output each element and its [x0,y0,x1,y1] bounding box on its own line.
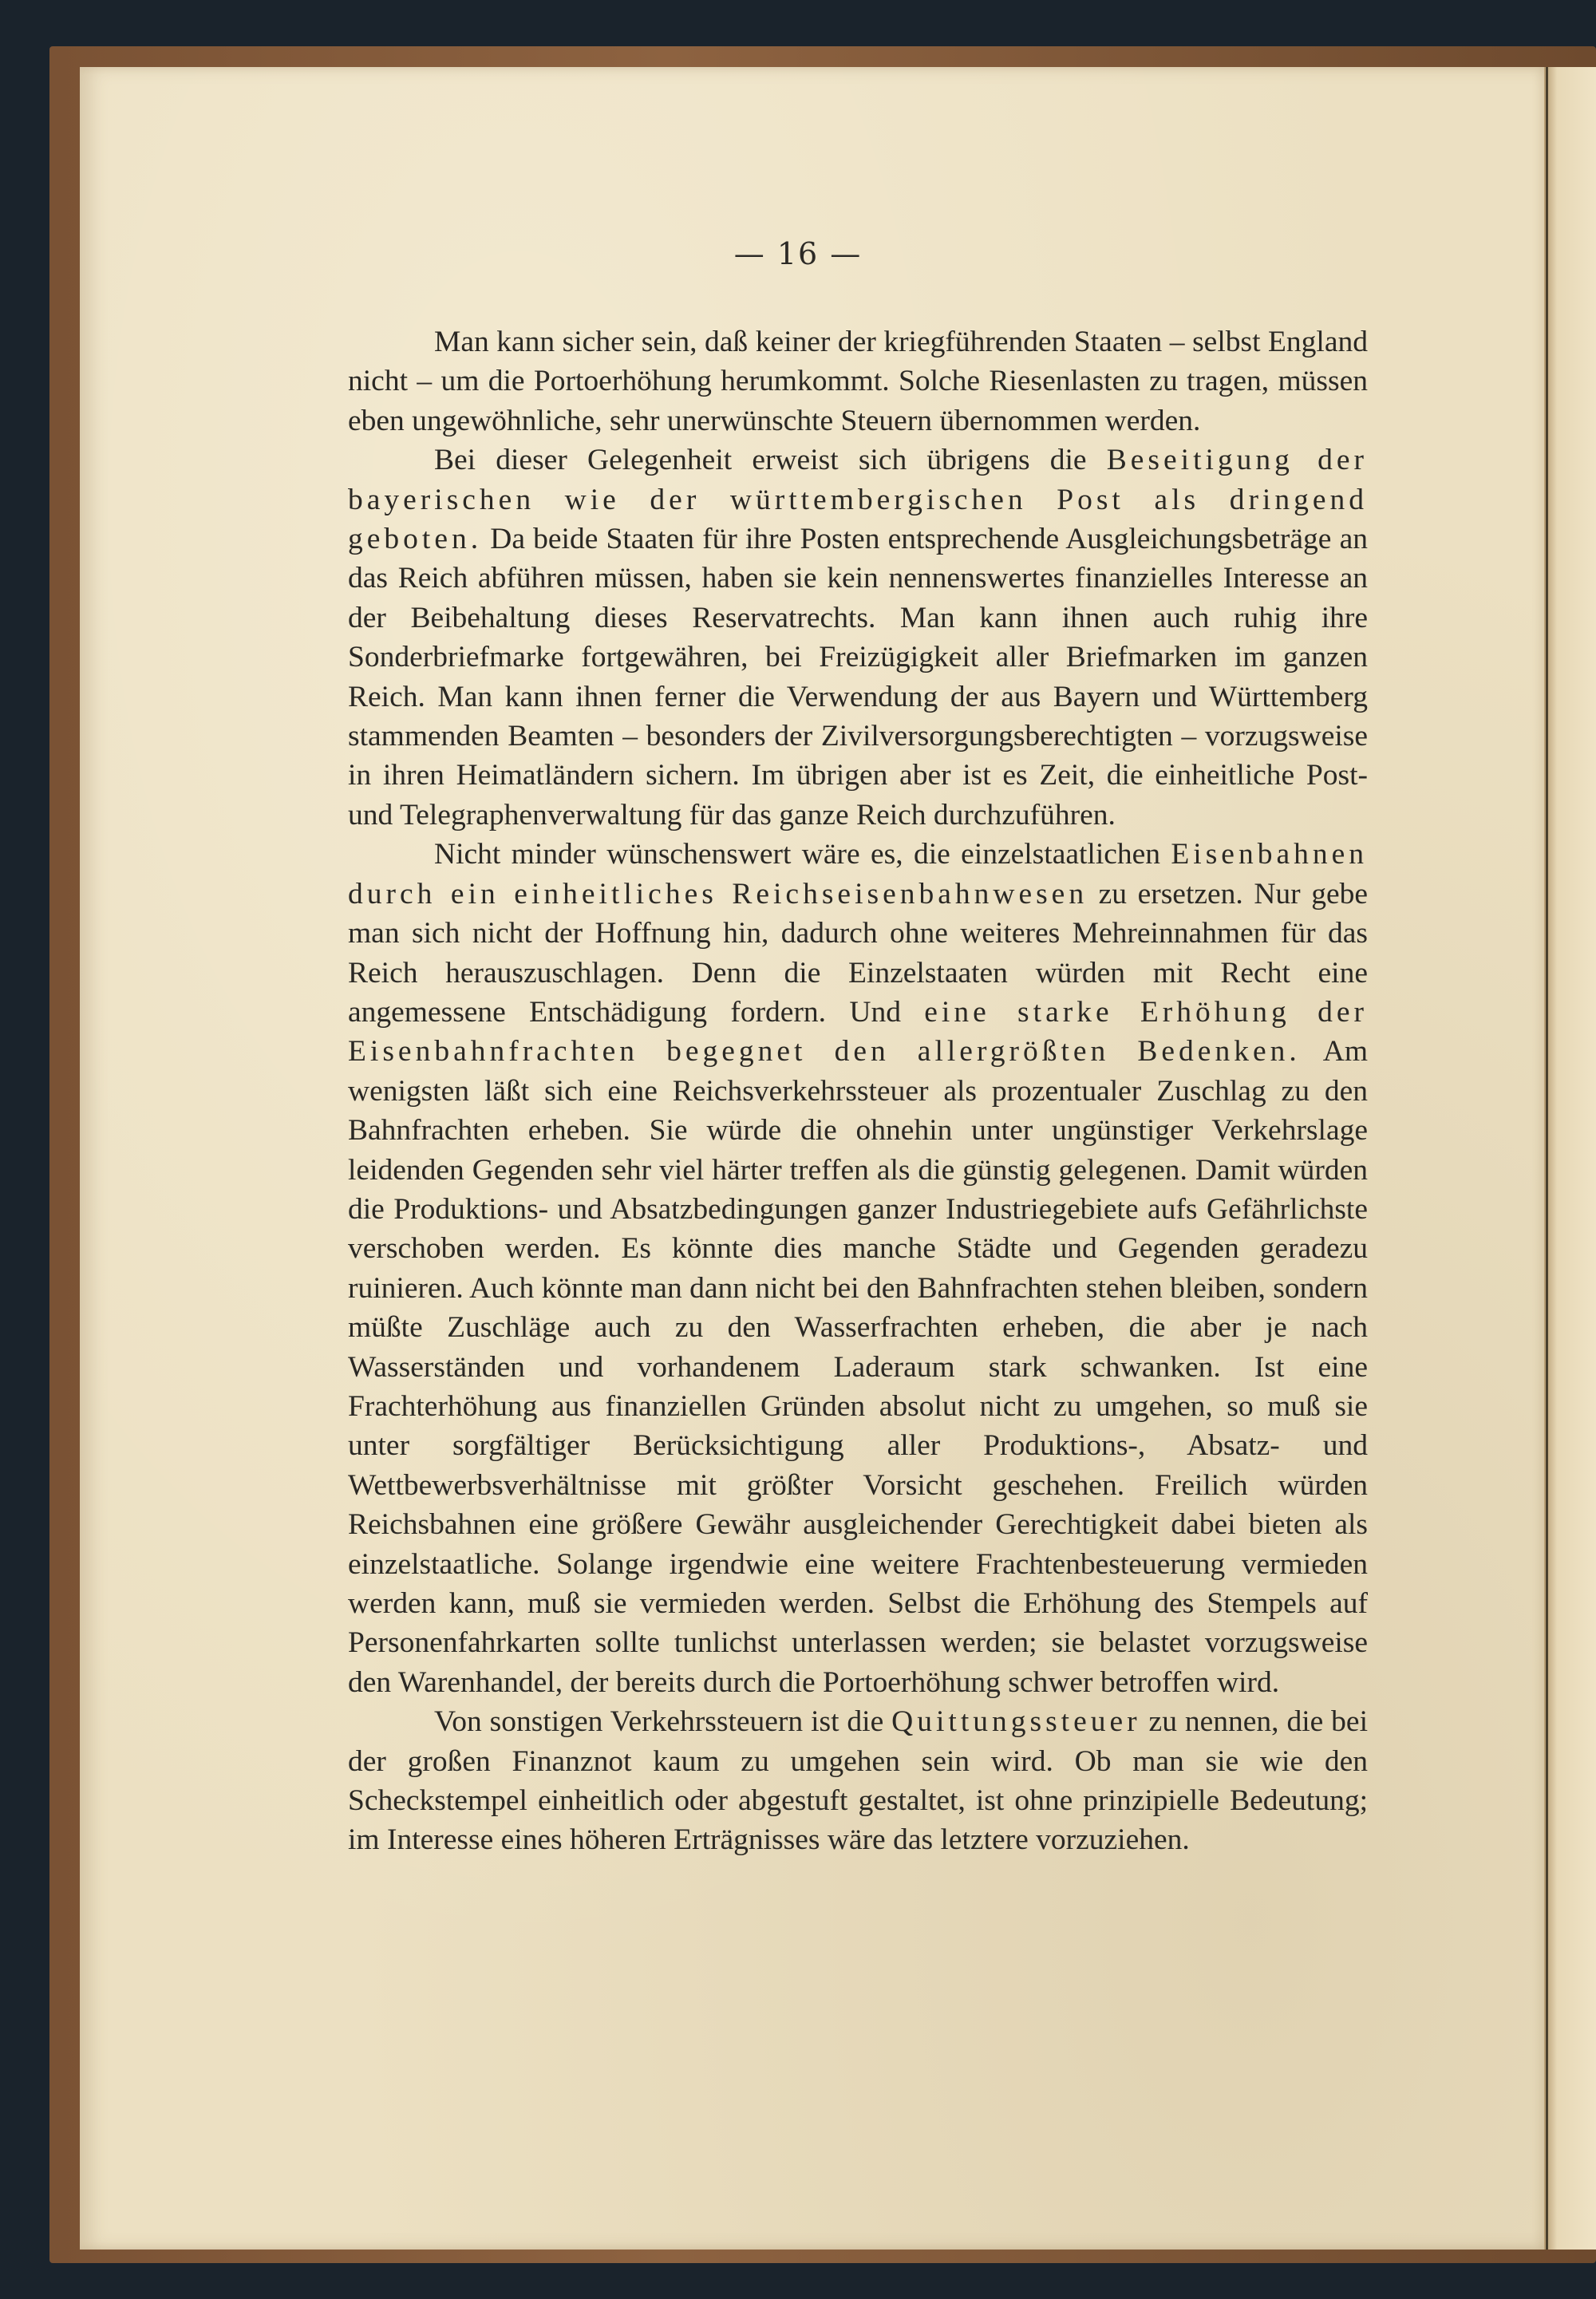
page-number: — 16 — [733,236,863,271]
paragraph [348,1702,1368,1860]
text-run: Bei dieser Gelegenheit erweist sich übrigens die [434,444,1107,477]
text-run: Da beide Staaten für ihre Posten entsprechende Ausgleichungsbeträge an das Reich abführen müssen, haben sie kein nennenswertes finanzielles Interesse an der Beibehaltung dieses Reservatrechts. Man kann ihnen auch ruhig ihre Sonderbriefmarke fortgewähren, bei Freizügigkeit aller Briefmarken im ganzen Reich. Man kann ihnen ferner die Verwendung der aus Bayern und Württemberg stammenden Beamten – besonders der Zivilversorgungsberechtigten – vorzugsweise in ihren Heimatländern sichern. Im übrigen aber ist es Zeit, die einheitliche Post- und Telegraphenverwaltung für das ganze Reich durchzuführen. [348,523,1368,832]
paragraph [348,322,1368,440]
emphasized-text: Eisenbahnen durch ein einheitliches Reichseisenbahnwesen [348,838,1368,911]
paragraph [348,440,1368,835]
text-run: Man kann sicher sein, daß keiner der kriegführenden Staaten – selbst England nicht – um die Portoerhöhung herumkommt. Solche Riesenlasten zu tragen, müssen eben ungewöhnliche, sehr unerwünschte Steuern übernommen werden. [348,326,1368,437]
text-run: Am wenigsten läßt sich eine Reichsverkehrssteuer als prozentualer Zuschlag zu den Bahnfrachten erheben. Sie würde die ohnehin unter ungünstiger Verkehrslage leidenden Gegenden sehr viel härter treffen als die günstig gelegenen. Damit würden die Produktions- und Absatzbedingungen ganzer Industriegebiete aufs Gefährlichste verschoben werden. Es könnte dies manche Städte und Gegenden geradezu ruinieren. Auch könnte man dann nicht bei den Bahnfrachten stehen bleiben, sondern müßte Zuschläge auch zu den Wasserfrachten erheben, die aber je nach Wasserständen und vorhandenem Laderaum stark schwanken. Ist eine Frachterhöhung aus finanziellen Gründen absolut nicht zu umgehen, so muß sie unter sorgfältiger Berücksichtigung aller Produktions-, Absatz- und Wettbewerbsverhältnisse mit größter Vorsicht geschehen. Freilich würden Reichsbahnen eine größere Gewähr ausgleichender Gerechtigkeit dabei bieten als einzelstaatliche. Solange irgendwie eine weitere Frachtenbesteuerung vermieden werden kann, muß sie vermieden werden. Selbst die Erhöhung des Stempels auf Personenfahrkarten sollte tunlichst unterlassen werden; sie belastet vorzugsweise den Warenhandel, der bereits durch die Portoerhöhung schwer betroffen wird. [348,1035,1368,1699]
emphasized-text: eine starke Erhöhung der Eisenbahnfrachten begegnet den allergrößten Bedenken. [348,995,1368,1069]
emphasized-text: Quittungssteuer [891,1705,1141,1739]
text-run: Von sonstigen Verkehrssteuern ist die [434,1705,892,1739]
text-run: zu nennen, die bei der großen Finanznot kaum zu umgehen sein wird. Ob man sie wie den Scheckstempel einheitlich oder abgestuft gestaltet, ist ohne prinzipielle Bedeutung; im Interesse eines höheren Erträgnisses wäre das letztere vorzuziehen. [348,1705,1368,1857]
text-run: zu ersetzen. Nur gebe man sich nicht der Hoffnung hin, dadurch ohne weiteres Mehreinnahmen für das Reich herauszuschlagen. Denn die Einzelstaaten würden mit Recht eine angemessene Entschädigung fordern. Und [348,877,1368,1029]
facing-page-edge [1544,67,1596,2250]
emphasized-text: Beseitigung der bayerischen wie der württembergischen Post als dringend geboten. [348,444,1368,556]
paragraph [348,835,1368,1702]
page-gutter [1546,67,1548,2250]
body-text [348,322,1368,1860]
text-run: Nicht minder wünschenswert wäre es, die einzelstaatlichen [434,838,1171,871]
